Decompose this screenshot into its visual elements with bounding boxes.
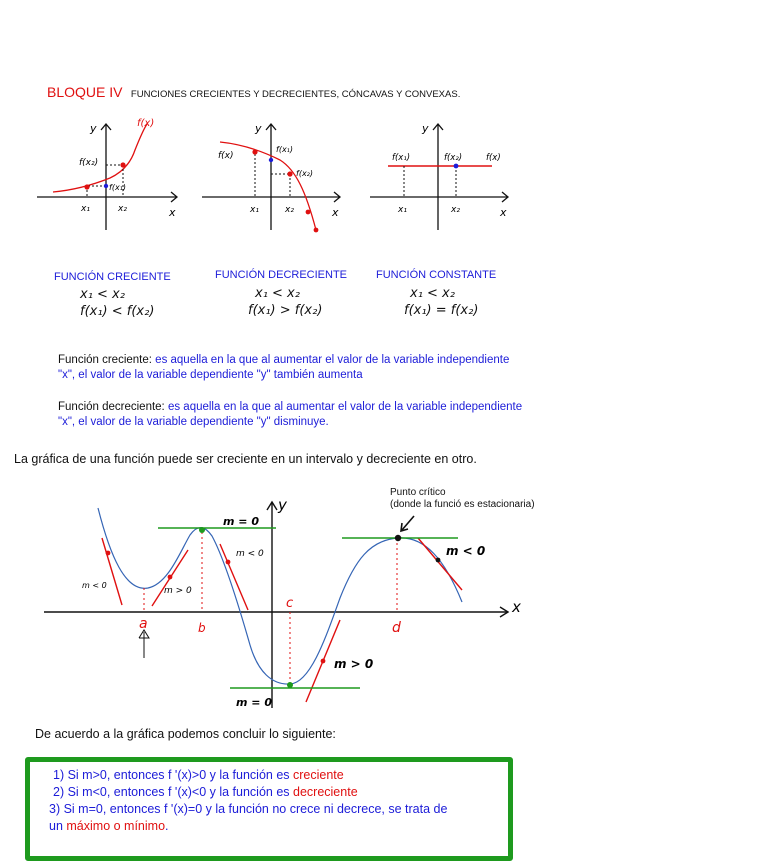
x1-label: x₁ bbox=[398, 205, 407, 215]
axis-x-label: x bbox=[512, 598, 521, 616]
conclusion-box bbox=[25, 757, 513, 861]
axis-y-label: y bbox=[422, 122, 429, 135]
conclusion-line-4 bbox=[49, 818, 169, 835]
graph-creciente bbox=[35, 112, 185, 232]
axis-x-label: x bbox=[500, 206, 507, 219]
cond1-constante: x₁ < x₂ bbox=[410, 286, 455, 301]
definition-decreciente bbox=[58, 400, 528, 430]
slope-label: m < 0 bbox=[236, 549, 264, 559]
x2-label: x₂ bbox=[118, 204, 127, 214]
critical-point-note bbox=[390, 487, 535, 511]
fx-label: f(x) bbox=[486, 153, 501, 163]
fx1-label: f(x₁) bbox=[276, 145, 293, 154]
definition-term: Función creciente: bbox=[58, 354, 156, 366]
axis-y-label: y bbox=[278, 496, 287, 514]
fx1-label: f(x₁) bbox=[109, 183, 126, 192]
definition-desc: es aquella en la que al aumentar el valor de la variable independiente "x", el valor de la variable dependiente "y" también aumenta bbox=[58, 354, 510, 381]
point-d-label: d bbox=[392, 620, 401, 636]
conclusion-highlight: máximo o mínimo bbox=[66, 819, 166, 833]
fx1-label: f(x₁) bbox=[392, 153, 411, 163]
graph-critical-points bbox=[40, 480, 560, 720]
axis-x-label: x bbox=[169, 206, 176, 219]
definition-term: Función decreciente: bbox=[58, 401, 168, 413]
point-a-label: a bbox=[139, 616, 148, 632]
fx2-label: f(x₂) bbox=[444, 153, 463, 163]
caption-creciente: FUNCIÓN CRECIENTE bbox=[54, 271, 171, 283]
critical-point-title: Punto crítico bbox=[390, 487, 446, 498]
x2-label: x₂ bbox=[451, 205, 460, 215]
fx-label: f(x) bbox=[137, 118, 155, 129]
slope-label: m < 0 bbox=[82, 581, 107, 590]
fx-label: f(x) bbox=[218, 151, 234, 161]
caption-constante: FUNCIÓN CONSTANTE bbox=[376, 269, 497, 281]
slope-label: m > 0 bbox=[334, 657, 374, 671]
cond1-decreciente: x₁ < x₂ bbox=[255, 286, 300, 301]
conclusion-highlight: creciente bbox=[293, 768, 344, 782]
conclusion-text: . bbox=[165, 819, 169, 833]
slope-label: m > 0 bbox=[164, 586, 192, 596]
conclusion-text: 2) Si m<0, entonces f '(x)<0 y la función es bbox=[53, 785, 294, 799]
conclusion-line-2 bbox=[53, 784, 358, 801]
intro-text: La gráfica de una función puede ser creciente en un intervalo y decreciente en otro. bbox=[14, 452, 477, 466]
cond1-creciente: x₁ < x₂ bbox=[80, 287, 125, 302]
caption-decreciente: FUNCIÓN DECRECIENTE bbox=[215, 269, 348, 281]
x2-label: x₂ bbox=[285, 205, 294, 215]
point-b-label: b bbox=[198, 621, 206, 635]
axis-x-label: x bbox=[332, 206, 339, 219]
fx2-label: f(x₂) bbox=[296, 169, 313, 178]
conclusion-line-3 bbox=[49, 801, 447, 818]
definition-creciente bbox=[58, 353, 528, 383]
conclusion-highlight: decreciente bbox=[293, 785, 358, 799]
bloque-subtitle: FUNCIONES CRECIENTES Y DECRECIENTES, CÓNCAVAS Y CONVEXAS. bbox=[130, 89, 461, 100]
axis-y-label: y bbox=[255, 122, 262, 135]
x1-label: x₁ bbox=[81, 204, 90, 214]
cond2-decreciente: f(x₁) > f(x₂) bbox=[248, 303, 323, 318]
page-title bbox=[47, 84, 460, 102]
conclusion-text: un bbox=[49, 819, 67, 833]
cond2-constante: f(x₁) = f(x₂) bbox=[404, 303, 479, 318]
graph-decreciente bbox=[200, 112, 350, 242]
slope-label: m = 0 bbox=[223, 515, 259, 528]
cond2-creciente: f(x₁) < f(x₂) bbox=[80, 304, 155, 319]
conclusion-line-1 bbox=[53, 767, 344, 784]
critical-point-desc: (donde la funció es estacionaria) bbox=[390, 499, 535, 510]
slope-label: m < 0 bbox=[446, 544, 486, 558]
point-c-label: c bbox=[286, 596, 294, 611]
conclusion-intro: De acuerdo a la gráfica podemos concluir lo siguiente: bbox=[35, 727, 336, 741]
bloque-label: BLOQUE IV bbox=[47, 84, 123, 100]
axis-y-label: y bbox=[90, 122, 97, 135]
graph-constante bbox=[368, 112, 518, 232]
x1-label: x₁ bbox=[250, 205, 259, 215]
definition-desc: es aquella en la que al aumentar el valor de la variable independiente "x", el valor de la variable dependiente "y" disminuye. bbox=[58, 401, 523, 428]
fx2-label: f(x₂) bbox=[79, 158, 99, 168]
slope-label: m = 0 bbox=[236, 696, 272, 709]
conclusion-text: 3) Si m=0, entonces f '(x)=0 y la función no crece ni decrece, se trata de bbox=[49, 802, 448, 816]
conclusion-text: 1) Si m>0, entonces f '(x)>0 y la función es bbox=[53, 768, 294, 782]
